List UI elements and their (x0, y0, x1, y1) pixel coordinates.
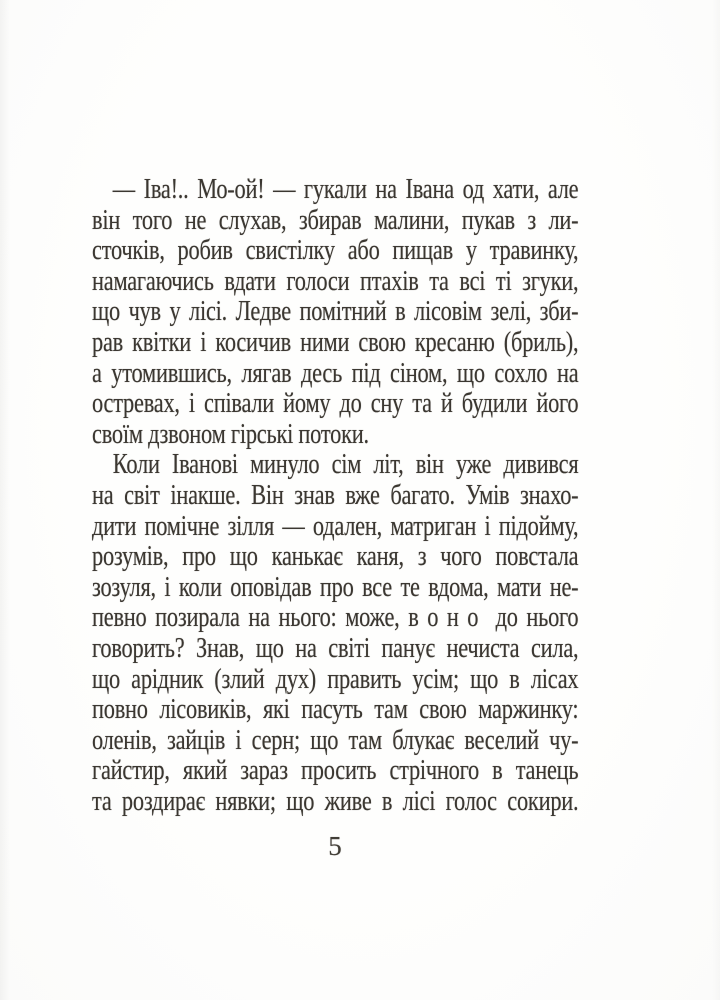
text-line: сточків, робив свистілку або пищав у травинку, (92, 235, 579, 267)
text-line: рав квітки і косичив ними свою кресаню (бриль), (92, 326, 579, 358)
text-line: на світ інакше. Він знав вже багато. Умів знахо- (92, 479, 579, 511)
text-line: — Іва!.. Мо-ой! — гукали на Івана од хати, але (112, 174, 579, 205)
paragraph (92, 450, 578, 817)
text-line: розумів, про що канькає каня, з чого повстала (92, 541, 579, 573)
text-line: своїм дзвоном гірські потоки. (92, 418, 369, 450)
text-line: а утомившись, лягав десь під сіном, що сохло на (92, 357, 579, 389)
text-line: оленів, зайців і серн; що там блукає веселий чу- (92, 724, 579, 756)
text-line: та роздирає нявки; що живе в лісі голос сокири. (92, 785, 579, 817)
text-line: гайстир, який зараз просить стрічного в танець (92, 755, 579, 787)
text-line: що арідник (злий дух) править усім; що в лісах (92, 663, 579, 695)
text-line: він того не слухав, збирав малини, пукав з ли- (92, 204, 579, 236)
text-line: зозуля, і коли оповідав про все те вдома, мати не- (92, 571, 579, 603)
paragraph (92, 175, 578, 450)
page-text (92, 175, 578, 817)
text-line: повно лісовиків, які пасуть там свою маржинку: (92, 694, 579, 726)
text-line: намагаючись вдати голоси птахів та всі ті згуки, (92, 265, 579, 297)
text-line: говорить? Знав, що на світі панує нечиста сила, (92, 632, 579, 664)
text-line: остревах, і співали йому до сну та й будили його (92, 388, 579, 420)
page-number: 5 (328, 831, 342, 861)
text-line: дити помічне зілля — одален, матриган і підойму, (92, 510, 579, 542)
text-line: певно позирала на нього: може, в о н о до нього (92, 602, 579, 634)
text-line: що чув у лісі. Ледве помітний в лісовім зелі, зби- (92, 296, 579, 328)
text-line: Коли Іванові минуло сім літ, він уже дивився (112, 449, 579, 481)
